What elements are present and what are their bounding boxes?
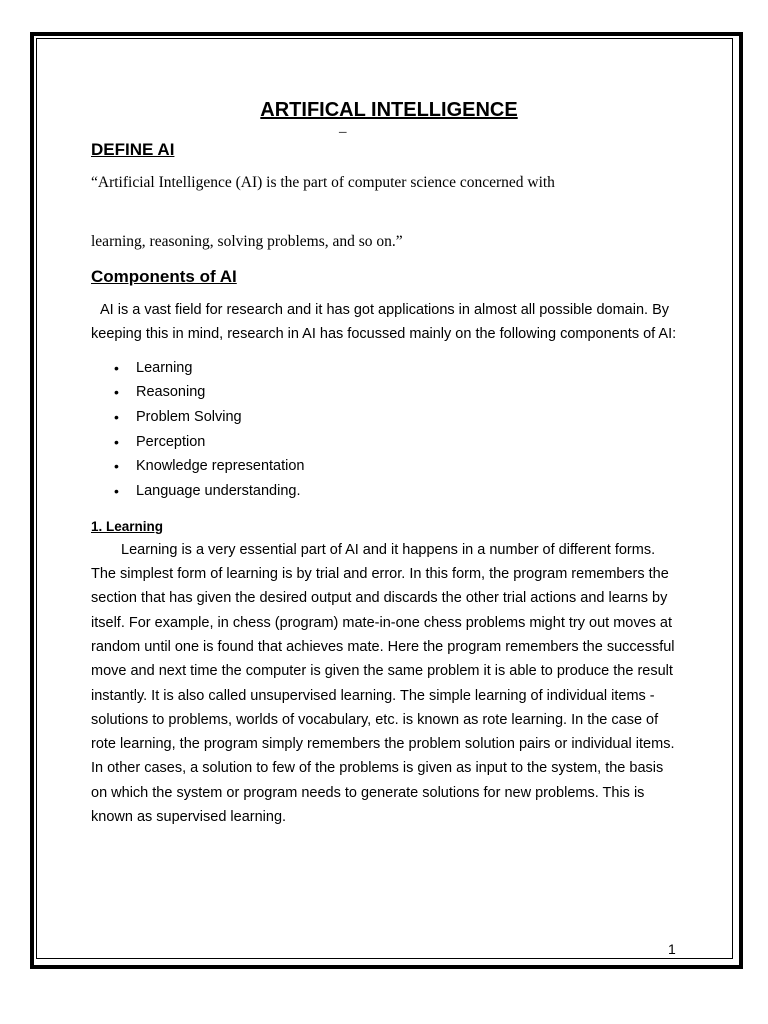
- bullet-icon: •: [114, 458, 119, 475]
- list-item-label: Reasoning: [136, 384, 206, 401]
- page-number: 1: [668, 941, 676, 957]
- list-item: [91, 380, 681, 405]
- define-ai-heading: DEFINE AI: [91, 140, 175, 159]
- list-item: [91, 454, 681, 479]
- quote-dash: –: [339, 124, 347, 140]
- list-item-label: Knowledge representation: [136, 458, 305, 475]
- learning-paragraph: Learning is a very essential part of AI and it happens in a number of different forms. The simplest form of learning is by trial and error. In this form, the program remembers the section that has given the desired output and discards the other trial actions and learns by itself. For example, in chess (program) mate-in-one chess problems might try out moves at random until one is found that achieves mate. Here the program remembers the successful move and next time the computer is given the same problem it is able to produce the result instantly. It is also called unsupervised learning. The simple learning of individual items - solutions to problems, worlds of vocabulary, etc. is known as rote learning. In the case of rote learning, the program simply remembers the problem solution pairs or individual items. In other cases, a solution to few of the problems is given as input to the system, the basis on which the system or program needs to generate solutions for new problems. This is known as supervised learning.: [91, 541, 675, 826]
- components-intro: AI is a vast field for research and it has got applications in almost all possible domain. By keeping this in mind, research in AI has focussed mainly on the following components of AI:: [91, 302, 677, 343]
- document-title: ARTIFICAL INTELLIGENCE: [260, 99, 518, 121]
- list-item-label: Learning: [136, 359, 193, 376]
- list-item: [91, 356, 681, 381]
- document-content: [91, 92, 681, 829]
- list-item: [91, 405, 681, 430]
- learning-heading: 1. Learning: [91, 518, 164, 534]
- list-item-label: Language understanding.: [136, 483, 301, 500]
- list-item-label: Problem Solving: [136, 409, 242, 425]
- components-heading: Components of AI: [91, 267, 237, 286]
- bullet-icon: •: [114, 384, 119, 401]
- definition-quote-line2: learning, reasoning, solving problems, and so on.”: [91, 233, 403, 250]
- bullet-icon: •: [114, 433, 119, 450]
- list-item-label: Perception: [136, 433, 206, 450]
- bullet-icon: •: [114, 409, 119, 425]
- list-item: [91, 479, 681, 504]
- bullet-icon: •: [114, 359, 119, 376]
- components-list: [91, 356, 681, 504]
- definition-quote-line1: “Artificial Intelligence (AI) is the part of computer science concerned with: [91, 174, 555, 191]
- bullet-icon: •: [114, 483, 119, 500]
- list-item: [91, 430, 681, 455]
